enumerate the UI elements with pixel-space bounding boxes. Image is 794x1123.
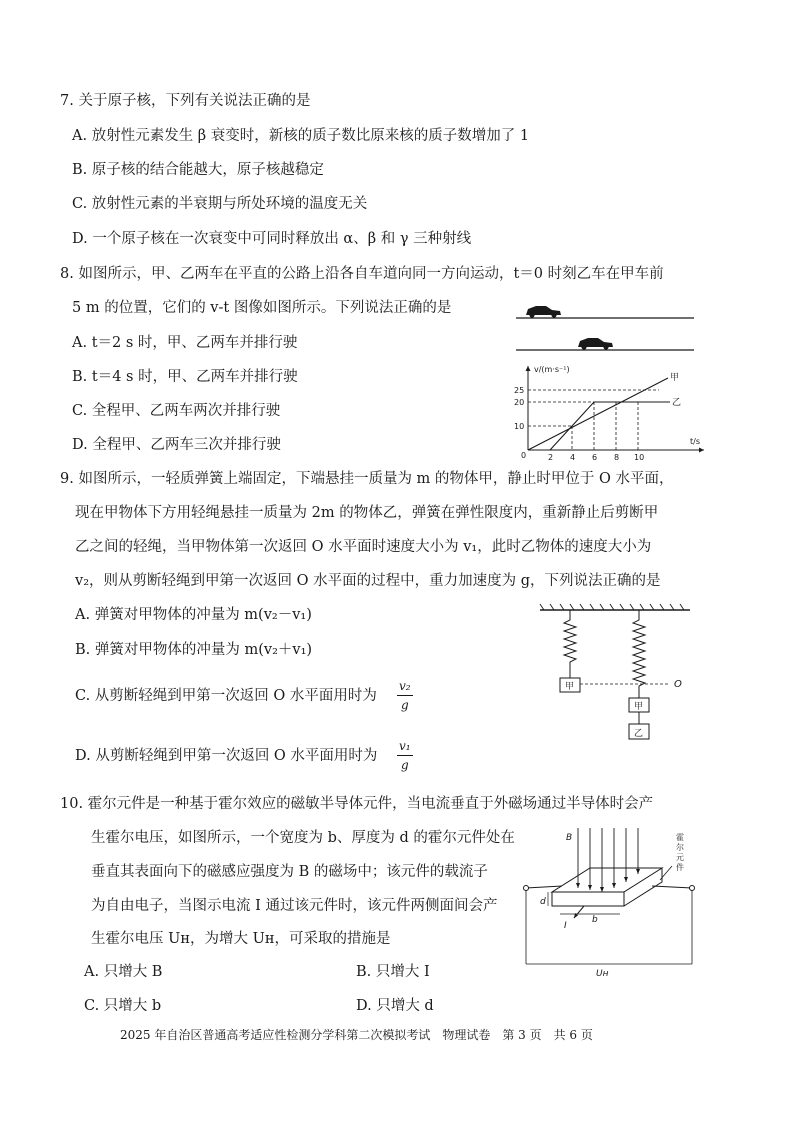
label-jia: 甲 <box>670 373 680 383</box>
q7-option-d: D. 一个原子核在一次衰变中可同时释放出 α、β 和 γ 三种射线 <box>72 231 472 247</box>
x-tick-4: 4 <box>570 453 576 462</box>
block-jia-right: 甲 <box>634 702 644 712</box>
q8-cars-figure <box>516 298 696 354</box>
x-tick-10: 10 <box>634 453 645 462</box>
q7-option-a: A. 放射性元素发生 β 衰变时，新核的质子数比原来核的质子数增加了 1 <box>72 128 530 144</box>
spring-left-icon <box>564 610 576 678</box>
q9-option-c: C. 从剪断轻绳到甲第一次返回 O 水平面用时为 <box>75 688 377 704</box>
label-yi: 乙 <box>672 398 682 408</box>
q10-stem-line5: 生霍尔电压 Uн，为增大 Uн，可采取的措施是 <box>91 931 391 947</box>
q7-stem: 7. 关于原子核，下列有关说法正确的是 <box>60 93 311 109</box>
q9-d-denominator: g <box>401 758 409 772</box>
current-i-label: I <box>564 921 567 931</box>
x-axis-label: t/s <box>690 437 700 446</box>
q9-d-fraction-bar <box>397 755 413 756</box>
car-yi-icon <box>578 338 613 350</box>
origin-label: 0 <box>521 451 527 460</box>
uh-label: Uн <box>596 969 609 979</box>
q8-stem-line1: 8. 如图所示，甲、乙两车在平直的公路上沿各自车道向同一方向运动，t＝0 时刻乙车在甲车前 <box>60 266 664 282</box>
q9-stem-line1: 9. 如图所示，一轻质弹簧上端固定，下端悬挂一质量为 m 的物体甲，静止时甲位于 O 水平面， <box>60 471 674 487</box>
q8-option-a: A. t＝2 s 时，甲、乙两车并排行驶 <box>72 335 298 351</box>
q9-option-a: A. 弹簧对甲物体的冲量为 m(v₂－v₁) <box>75 607 312 623</box>
q10-stem-line2: 生霍尔电压，如图所示，一个宽度为 b、厚度为 d 的霍尔元件处在 <box>91 830 515 846</box>
x-tick-6: 6 <box>592 453 598 462</box>
q10-option-d: D. 只增大 d <box>356 998 434 1014</box>
q9-c-denominator: g <box>401 698 409 712</box>
line-jia <box>528 378 668 450</box>
q7-option-c: C. 放射性元素的半衰期与所处环境的温度无关 <box>72 196 368 212</box>
element-label-1: 霍 <box>676 833 684 842</box>
q9-option-d: D. 从剪断轻绳到甲第一次返回 O 水平面用时为 <box>75 748 378 764</box>
q8-option-d: D. 全程甲、乙两车三次并排行驶 <box>72 437 281 453</box>
q7-option-b: B. 原子核的结合能越大，原子核越稳定 <box>72 162 324 178</box>
q9-stem-line3: 乙之间的轻绳，当甲物体第一次返回 O 水平面时速度大小为 v₁，此时乙物体的速度大小为 <box>75 539 652 555</box>
spring-right-icon <box>633 610 645 698</box>
q10-stem-line3: 垂直其表面向下的磁感应强度为 B 的磁场中；该元件的载流子 <box>91 864 488 880</box>
b-width-label: b <box>592 915 598 925</box>
element-label-4: 件 <box>676 863 684 872</box>
q9-c-fraction-bar <box>397 695 413 696</box>
y-axis-label: v/(m·s⁻¹) <box>534 365 570 374</box>
d-label: d <box>540 897 546 907</box>
q10-option-b: B. 只增大 I <box>356 964 430 980</box>
o-plane-label: O <box>674 679 682 690</box>
q8-stem-line2: 5 m 的位置，它们的 v-t 图像如图所示。下列说法正确的是 <box>72 300 452 316</box>
element-label-3: 元 <box>676 853 684 862</box>
q9-stem-line2: 现在甲物体下方用轻绳悬挂一质量为 2m 的物体乙，弹簧在弹性限度内，重新静止后剪断甲 <box>75 505 659 521</box>
q10-option-c: C. 只增大 b <box>84 998 162 1014</box>
q9-option-b: B. 弹簧对甲物体的冲量为 m(v₂＋v₁) <box>75 642 313 658</box>
x-tick-2: 2 <box>548 453 554 462</box>
q10-hall-element-figure <box>520 822 700 982</box>
q9-d-numerator: v₁ <box>399 739 411 753</box>
q9-c-numerator: v₂ <box>399 679 411 693</box>
x-tick-8: 8 <box>614 453 620 462</box>
block-jia-left: 甲 <box>565 682 575 692</box>
y-tick-10: 10 <box>514 422 525 431</box>
q10-stem-line1: 10. 霍尔元件是一种基于霍尔效应的磁敏半导体元件，当电流垂直于外磁场通过半导体时会产 <box>60 796 654 812</box>
q10-option-a: A. 只增大 B <box>84 964 163 980</box>
q9-stem-line4: v₂，则从剪断轻绳到甲第一次返回 O 水平面的过程中，重力加速度为 g，下列说法正确的是 <box>75 573 661 589</box>
q8-option-c: C. 全程甲、乙两车两次并排行驶 <box>72 403 281 419</box>
y-tick-20: 20 <box>514 398 525 407</box>
y-tick-25: 25 <box>514 386 525 395</box>
q9-spring-figure <box>540 606 700 746</box>
element-label-2: 尔 <box>676 843 684 852</box>
q10-stem-line4: 为自由电子，当图示电流 I 通过该元件时，该元件两侧面间会产 <box>91 898 498 914</box>
block-yi: 乙 <box>634 729 644 739</box>
q8-option-b: B. t＝4 s 时，甲、乙两车并排行驶 <box>72 369 298 385</box>
page-footer: 2025 年自治区普通高考适应性检测分学科第二次模拟考试 物理试卷 第 3 页 共 6 页 <box>120 1028 593 1042</box>
b-field-label: B <box>566 833 573 843</box>
car-jia-icon <box>526 306 561 318</box>
q8-vt-graph <box>508 362 708 462</box>
